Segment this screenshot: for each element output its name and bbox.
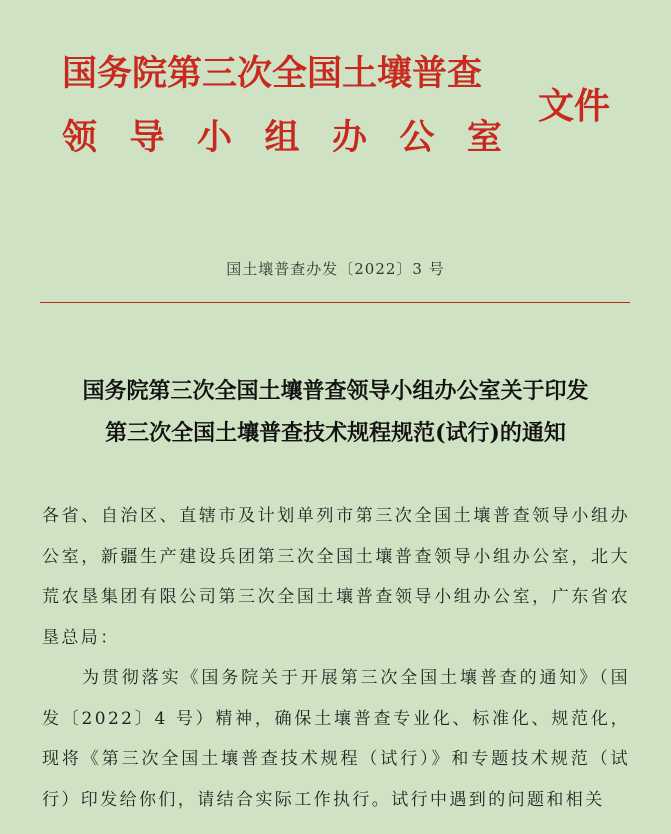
issuing-org-line2 [62,110,502,160]
issuing-org-char: 公 [399,117,435,158]
issuing-org-line1: 国务院第三次全国土壤普查 [62,53,483,94]
document-body [42,496,630,820]
issuing-org-char: 领 [62,117,98,158]
addressees-paragraph: 各省、自治区、直辖市及计划单列市第三次全国土壤普查领导小组办公室，新疆生产建设兵团第三次全国土壤普查领导小组办公室，北大荒农垦集团有限公司第三次全国土壤普查领导小组办公室，广东省农垦总局： [42,506,630,648]
title-line2: 第三次全国土壤普查技术规程规范(试行)的通知 [105,420,566,446]
issuing-org-char: 办 [331,117,367,158]
document-title [0,370,671,454]
issuing-org-char: 小 [196,117,232,158]
body-paragraph: 为贯彻落实《国务院关于开展第三次全国土壤普查的通知》（国发〔2022〕4 号）精神，确保土壤普查专业化、标准化、规范化，现将《第三次全国土壤普查技术规程（试行）》和专题技术规范（试行）印发给你们，请结合实际工作执行。试行中遇到的问题和相关 [42,668,630,810]
document-header [36,38,636,178]
issuing-org-char: 组 [264,117,300,158]
title-line1: 国务院第三次全国土壤普查领导小组办公室关于印发 [82,378,589,404]
document-number: 国土壤普查办发〔2022〕3 号 [226,260,445,278]
header-divider [40,302,630,303]
document-type-label: 文件 [538,85,611,127]
issuing-org-char: 室 [466,117,502,158]
issuing-org-char: 导 [129,117,165,158]
